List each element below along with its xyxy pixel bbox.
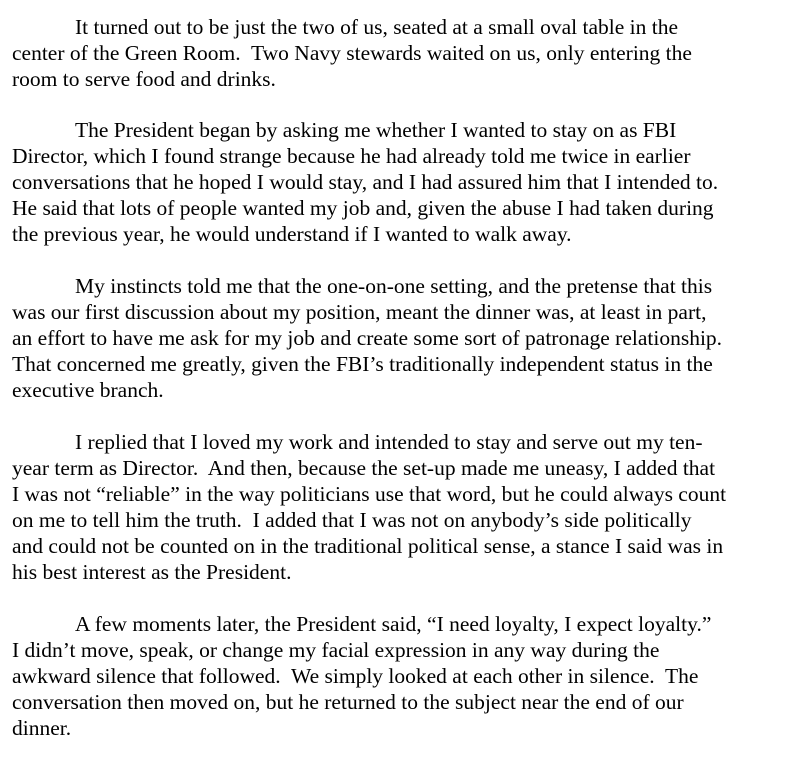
paragraph-line: conversation then moved on, but he returned to the subject near the end of our: [12, 690, 684, 714]
paragraph-line: was our first discussion about my position, meant the dinner was, at least in part,: [12, 300, 707, 324]
paragraph-line: It turned out to be just the two of us, seated at a small oval table in the: [75, 15, 679, 39]
paragraph-line: year term as Director. And then, because the set-up made me uneasy, I added that: [12, 456, 716, 480]
paragraph-line: conversations that he hoped I would stay, and I had assured him that I intended to.: [12, 170, 719, 194]
paragraph-line: an effort to have me ask for my job and create some sort of patronage relationship.: [12, 326, 723, 350]
paragraph-1: [12, 14, 692, 92]
paragraph-line: on me to tell him the truth. I added that I was not on anybody’s side politically: [12, 508, 692, 532]
paragraph-5: [12, 611, 711, 741]
paragraph-line: I replied that I loved my work and intended to stay and serve out my ten-: [75, 430, 703, 454]
paragraph-3: [12, 273, 722, 403]
paragraph-line: Director, which I found strange because he had already told me twice in earlier: [12, 144, 691, 168]
paragraph-line: executive branch.: [12, 378, 164, 402]
paragraph-line: dinner.: [12, 716, 72, 740]
paragraph-line: awkward silence that followed. We simply looked at each other in silence. The: [12, 664, 699, 688]
paragraph-line: He said that lots of people wanted my job and, given the abuse I had taken during: [12, 196, 714, 220]
paragraph-line: his best interest as the President.: [12, 560, 292, 584]
paragraph-line: the previous year, he would understand if I wanted to walk away.: [12, 222, 572, 246]
paragraph-line: and could not be counted on in the traditional political sense, a stance I said was in: [12, 534, 724, 558]
paragraph-line: center of the Green Room. Two Navy stewards waited on us, only entering the: [12, 41, 692, 65]
paragraph-line: I didn’t move, speak, or change my facial expression in any way during the: [12, 638, 660, 662]
paragraph-4: [12, 429, 726, 585]
paragraph-line: My instincts told me that the one-on-one setting, and the pretense that this: [75, 274, 713, 298]
paragraph-2: [12, 117, 718, 247]
paragraph-line: I was not “reliable” in the way politicians use that word, but he could always count: [12, 482, 727, 506]
paragraph-line: That concerned me greatly, given the FBI’s traditionally independent status in the: [12, 352, 713, 376]
paragraph-line: A few moments later, the President said, “I need loyalty, I expect loyalty.”: [75, 612, 712, 636]
paragraph-line: The President began by asking me whether I wanted to stay on as FBI: [75, 118, 677, 142]
paragraph-line: room to serve food and drinks.: [12, 67, 276, 91]
